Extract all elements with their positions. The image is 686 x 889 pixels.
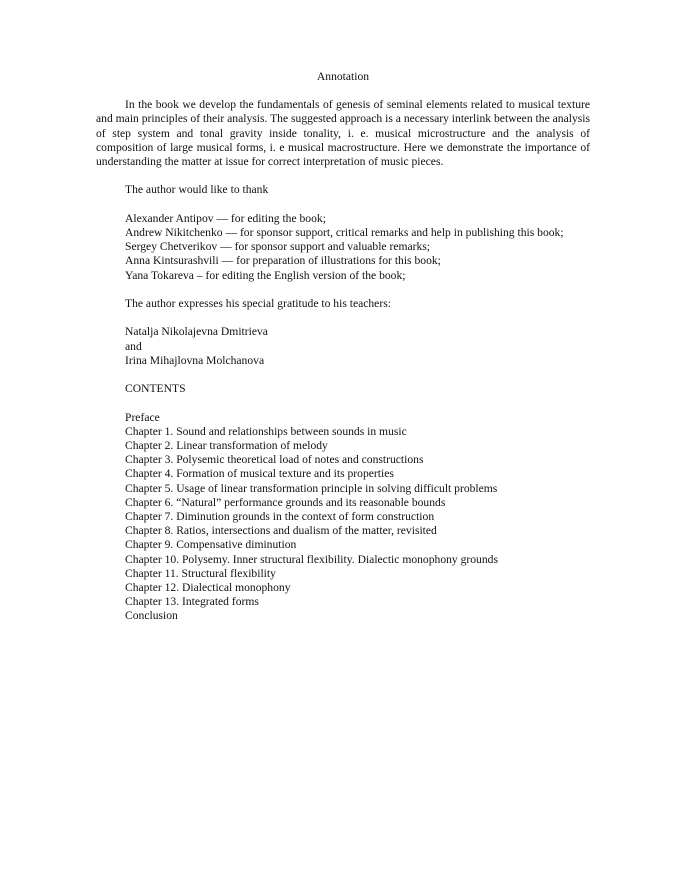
thanks-item: Sergey Chetverikov — for sponsor support and valuable remarks; xyxy=(125,240,431,254)
annotation-title: Annotation xyxy=(316,70,370,83)
gratitude-intro: The author expresses his special gratitude to his teachers: xyxy=(125,297,391,310)
thanks-intro: The author would like to thank xyxy=(125,183,269,197)
contents-item: Chapter 2. Linear transformation of melody xyxy=(125,438,328,452)
contents-item: Chapter 8. Ratios, intersections and dualism of the matter, revisited xyxy=(125,524,437,538)
contents-item: Chapter 11. Structural flexibility xyxy=(125,566,276,580)
contents-item: Chapter 6. “Natural” performance grounds and its reasonable bounds xyxy=(125,495,446,509)
thanks-item: Alexander Antipov — for editing the book; xyxy=(125,211,326,225)
contents-item: Chapter 4. Formation of musical texture and its properties xyxy=(125,467,394,481)
contents-heading: CONTENTS xyxy=(125,382,186,396)
spacer xyxy=(96,198,590,212)
contents-item: Chapter 10. Polysemy. Inner structural flexibility. Dialectic monophony grounds xyxy=(125,552,498,566)
contents-item: Conclusion xyxy=(125,609,178,623)
contents-item: Chapter 7. Diminution grounds in the context of form construction xyxy=(125,510,435,523)
contents-item: Chapter 12. Dialectical monophony xyxy=(125,581,291,595)
annotation-paragraph: In the book we develop the fundamentals of genesis of seminal elements related to musical texture and main principles of their analysis. The suggested approach is a necessary interlink between the analysis of step system and tonal gravity inside tonality, i. e. musical microstructure and the analysis of composition of large musical forms, i. e musical macrostructure. Here we demonstrate the importance of understanding the matter at issue for correct interpretation of music pieces. xyxy=(96,98,590,169)
teacher-name: Irina Mihajlovna Molchanova xyxy=(125,353,265,367)
contents-item: Chapter 13. Integrated forms xyxy=(125,595,259,609)
contents-item: Chapter 3. Polysemic theoretical load of notes and constructions xyxy=(125,453,424,467)
thanks-item: Andrew Nikitchenko — for sponsor support, critical remarks and help in publishing this book; xyxy=(125,226,564,239)
thanks-item: Anna Kintsurashvili — for preparation of illustrations for this book; xyxy=(125,254,441,268)
spacer xyxy=(96,283,590,297)
contents-item: Chapter 5. Usage of linear transformation principle in solving difficult problems xyxy=(125,481,498,495)
spacer xyxy=(96,396,590,410)
contents-item: Chapter 9. Compensative diminution xyxy=(125,538,297,552)
contents-list xyxy=(96,411,590,624)
thanks-list xyxy=(96,212,590,283)
spacer xyxy=(96,311,590,325)
contents-item: Chapter 1. Sound and relationships between sounds in music xyxy=(125,424,407,438)
contents-item: Preface xyxy=(125,410,160,424)
teacher-name: Natalja Nikolajevna Dmitrieva xyxy=(125,325,268,339)
spacer xyxy=(96,169,590,183)
thanks-item: Yana Tokareva – for editing the English version of the book; xyxy=(125,268,406,282)
teacher-conjunction: and xyxy=(125,339,142,353)
spacer xyxy=(96,368,590,382)
